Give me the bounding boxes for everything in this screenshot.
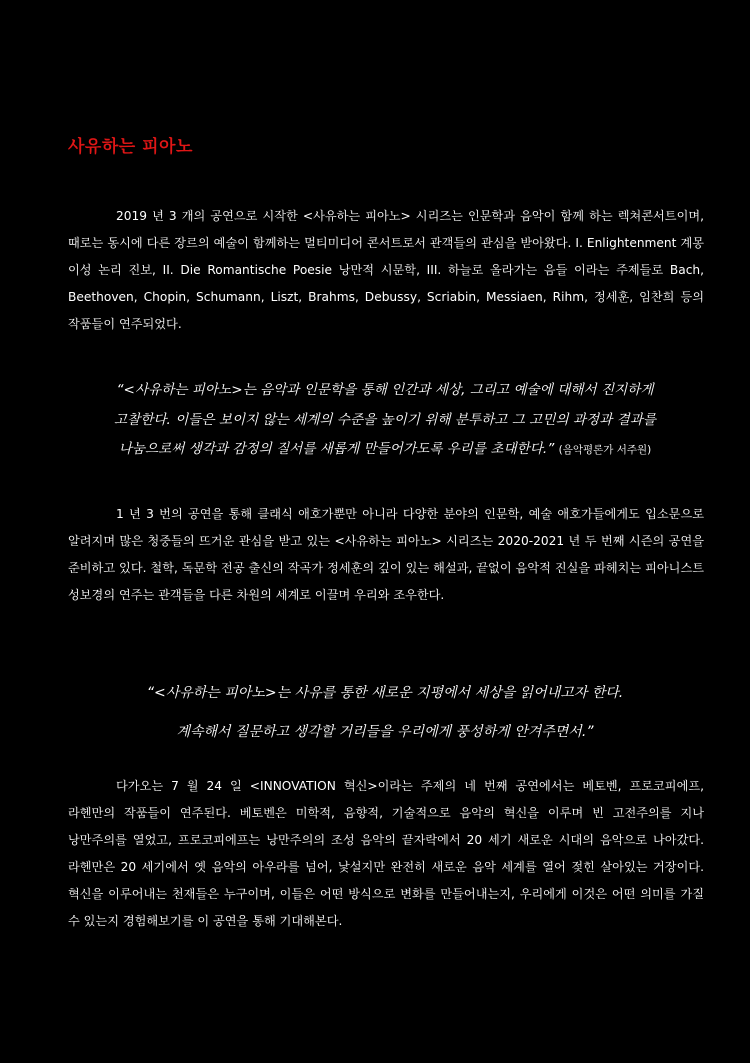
- innovation-paragraph: 다가오는 7 월 24 일 <INNOVATION 혁신>이라는 주제의 네 번째 공연에서는 베토벤, 프로코피에프, 라헨만의 작품들이 연주된다. 베토벤은 미학적, 음향적, 기술적으로 음악의 혁신을 이루며 빈 고전주의를 지나 낭만주의를 열었고, 프로코피에프는 낭만주의의 조성 음악의 끝자락에서 20 세기 새로운 시대의 음악으로 나아갔다. 라헨만은 20 세기에서 옛 음악의 아우라를 넘어, 낯설지만 완전히 새로운 음악 세계를 열어 젖힌 살아있는 거장이다. 혁신을 이루어내는 천재들은 누구이며, 이들은 어떤 방식으로 변화를 만들어내는지, 우리에게 이것은 어떤 의미를 가질 수 있는지 경험해보기를 이 공연을 통해 기대해본다.: [68, 779, 704, 928]
- critic-quote-line-1: “<사유하는 피아노>는 음악과 인문학을 통해 인간과 세상, 그리고 예술에 대해서 진지하게: [116, 382, 654, 398]
- critic-quote-line-2: 고찰한다. 이들은 보이지 않는 세계의 수준을 높이기 위해 분투하고 그 고민의 과정과 결과를: [113, 411, 657, 428]
- critic-quote: [60, 376, 710, 466]
- intro-paragraph: 2019 년 3 개의 공연으로 시작한 <사유하는 피아노> 시리즈는 인문학과 음악이 함께 하는 렉쳐콘서트이며, 때로는 동시에 다른 장르의 예술이 함께하는 멀티미디어 콘서트로서 관객들의 관심을 받아왔다. I. Enlightenment 계몽 이성 논리 진보, II. Die Romantische Poesie 낭만적 시문학, III. 하늘로 올라가는 음들 이라는 주제들로 Bach, Beethoven, Chopin, Schumann, Liszt, Brahms, Debussy, Scriabin, Messiaen, Rihm, 정세훈, 임찬희 등의 작품들이 연주되었다.: [68, 209, 704, 331]
- series-quote: [60, 674, 710, 752]
- critic-quote-line-3: [60, 435, 710, 466]
- series-quote-line-1: “<사유하는 피아노>는 사유를 통한 새로운 지평에서 세상을 읽어내고자 한다.: [146, 685, 624, 701]
- critic-quote-line-3-text: 나눔으로써 생각과 감정의 질서를 새롭게 만들어가도록 우리를 초대한다.”: [118, 441, 555, 457]
- season-paragraph: 1 년 3 번의 공연을 통해 클래식 애호가뿐만 아니라 다양한 분야의 인문학, 예술 애호가들에게도 입소문으로 알려지며 많은 청중들의 뜨거운 관심을 받고 있는 <사유하는 피아노> 시리즈는 2020-2021 년 두 번째 시즌의 공연을 준비하고 있다. 철학, 독문학 전공 출신의 작곡가 정세훈의 깊이 있는 해설과, 끝없이 음악적 진실을 파헤치는 피아니스트 성보경의 연주는 관객들을 다른 차원의 세계로 이끌며 우리와 조우한다.: [68, 507, 704, 602]
- series-quote-line-2: 계속해서 질문하고 생각할 거리들을 우리에게 풍성하게 안겨주면서.”: [176, 724, 594, 740]
- quote-attribution: (음악평론가 서주원): [558, 444, 652, 456]
- page-title: 사유하는 피아노: [68, 137, 193, 157]
